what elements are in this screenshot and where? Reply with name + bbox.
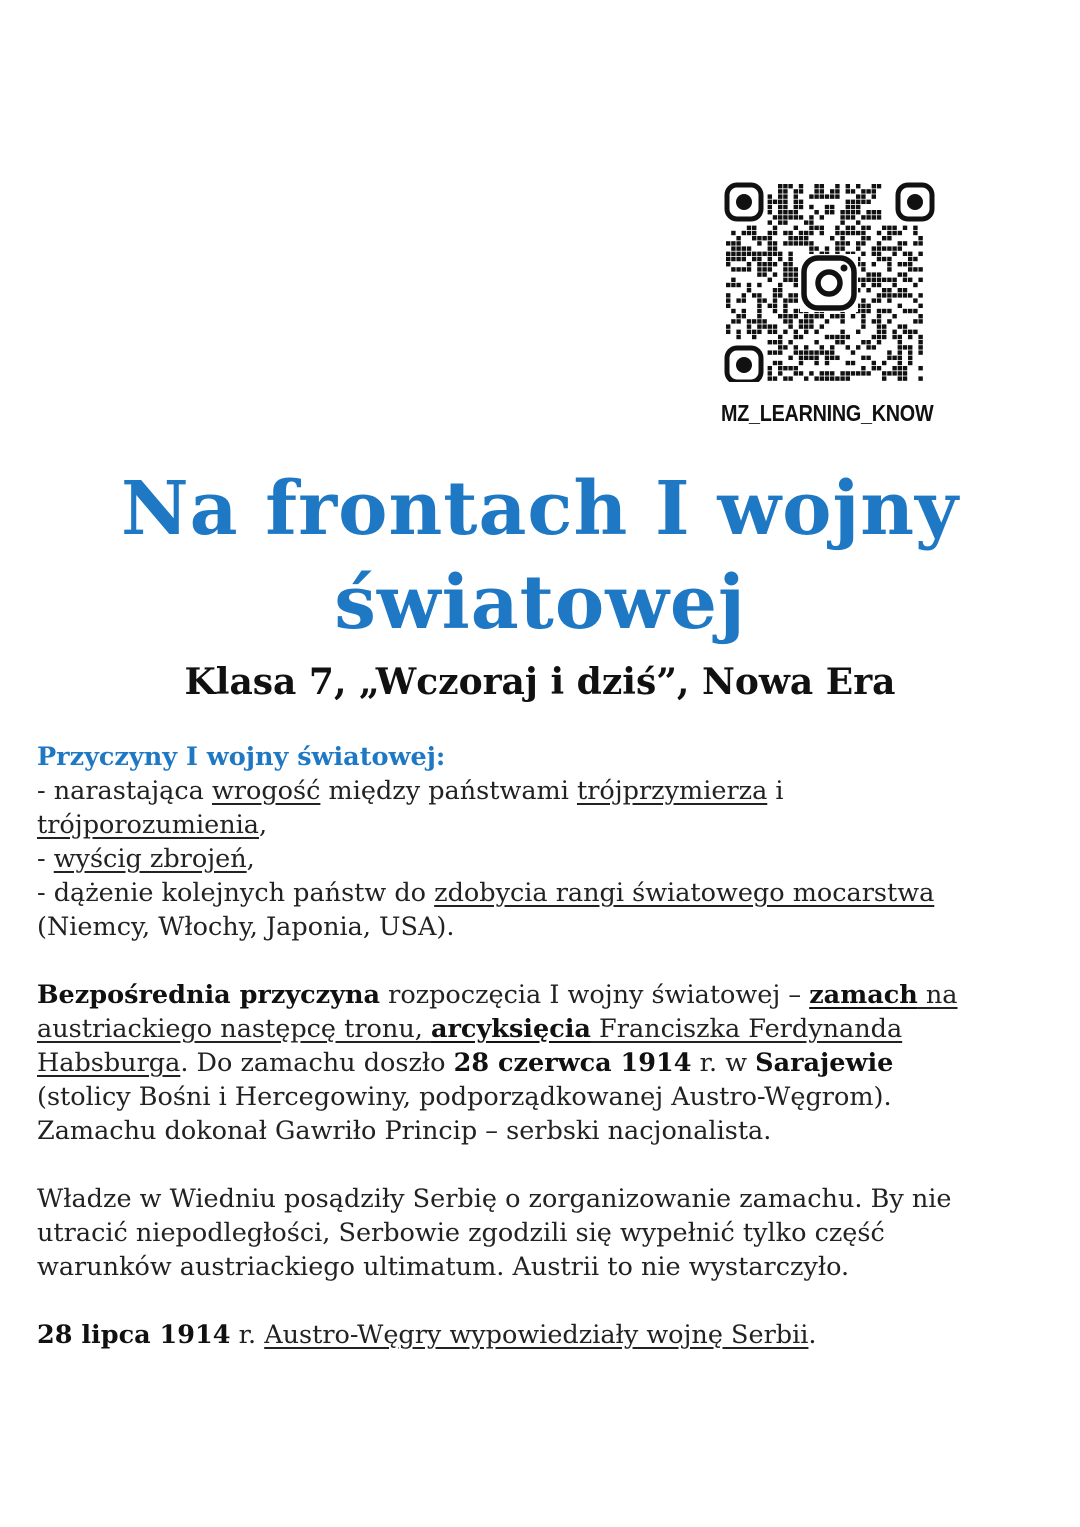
page-subtitle: Klasa 7, „Wczoraj i dziś”, Nowa Era	[184, 661, 896, 703]
direct-cause-line-1: Bezpośrednia przyczyna rozpoczęcia I wojny światowej – zamach na	[37, 980, 958, 1010]
lesson-content	[37, 740, 1047, 1352]
vienna-line-3: warunków austriackiego ultimatum. Austrii to nie wystarczyło.	[37, 1252, 850, 1282]
direct-cause-line-5: Zamachu dokonał Gawriło Princip – serbski nacjonalista.	[37, 1116, 772, 1146]
qr-code	[722, 182, 937, 382]
instagram-handle: MZ_LEARNING_KNOW	[721, 400, 934, 426]
direct-cause-line-2: austriackiego następcę tronu, arcyksięcia Franciszka Ferdynanda	[37, 1014, 903, 1044]
qr-finder-bottom-left	[727, 348, 761, 382]
cause-item-1-cont: trójporozumienia,	[37, 810, 268, 840]
title-line-1: Na frontach I wojny	[120, 466, 960, 552]
cause-item-1: - narastająca wrogość między państwami trójprzymierza i	[37, 776, 784, 806]
qr-finder-top-left	[727, 185, 761, 219]
direct-cause-line-4: (stolicy Bośni i Hercegowiny, podporządkowanej Austro-Węgrom).	[37, 1082, 892, 1112]
instagram-qr-block	[722, 182, 937, 427]
vienna-line-2: utracić niepodległości, Serbowie zgodzili się wypełnić tylko część	[37, 1218, 885, 1248]
vienna-line-1: Władze w Wiedniu posądziły Serbię o zorganizowanie zamachu. By nie	[37, 1184, 952, 1214]
instagram-icon	[800, 254, 858, 312]
declaration-line: 28 lipca 1914 r. Austro-Węgry wypowiedziały wojnę Serbii.	[37, 1320, 817, 1350]
qr-finder-top-right	[898, 185, 932, 219]
page-title	[0, 462, 1080, 650]
direct-cause-line-3: Habsburga. Do zamachu doszło 28 czerwca 1914 r. w Sarajewie	[37, 1048, 894, 1078]
cause-item-3-cont: (Niemcy, Włochy, Japonia, USA).	[37, 912, 455, 942]
cause-item-2: - wyścig zbrojeń,	[37, 844, 255, 874]
cause-item-3: - dążenie kolejnych państw do zdobycia rangi światowego mocarstwa	[37, 878, 935, 908]
title-line-2: światowej	[334, 560, 746, 646]
causes-heading: Przyczyny I wojny światowej:	[37, 742, 446, 772]
